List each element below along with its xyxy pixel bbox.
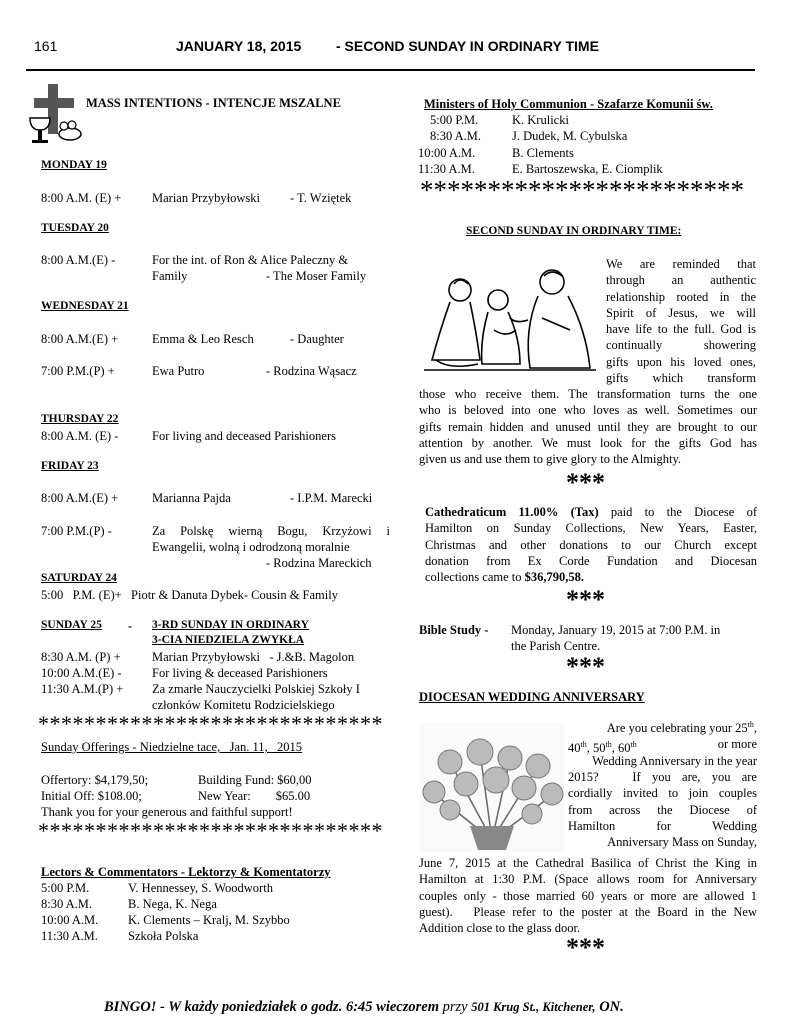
mass-intention: For living & deceased Parishioners <box>152 666 328 680</box>
text-line: have life to the full. God is <box>606 322 756 337</box>
mass-time: 8:00 A.M.(E) - <box>41 253 116 267</box>
mass-time: 8:30 A.M. (P) + <box>41 650 121 664</box>
mass-donor: - Daughter <box>290 332 344 346</box>
text-line: gifts which transform <box>606 371 756 386</box>
lector-time: 5:00 P.M. <box>41 881 90 895</box>
star-divider: *** <box>566 933 605 962</box>
header-title: - SECOND SUNDAY IN ORDINARY TIME <box>336 38 599 54</box>
building-fund-amount: Building Fund: $60,00 <box>198 773 312 787</box>
minister-time: 8:30 A.M. <box>430 129 482 143</box>
mass-intention: Family <box>152 269 188 283</box>
text-line: attention by another. We must look for the gifts God has <box>419 435 757 450</box>
text-line: donation from Ex Corde Fundation and Diocesan <box>425 553 757 568</box>
day-saturday: SATURDAY 24 <box>41 572 117 584</box>
lector-names: K. Clements – Kralj, M. Szybbo <box>128 913 290 927</box>
text-fragment: , <box>753 721 757 736</box>
new-year-amount: New Year: $65.00 <box>198 789 311 803</box>
second-sunday-title: SECOND SUNDAY IN ORDINARY TIME: <box>466 225 682 237</box>
text-line <box>425 569 757 585</box>
mass-time: 8:00 A.M. (E) - <box>41 429 119 443</box>
wedding-anniversary-title: DIOCESAN WEDDING ANNIVERSARY <box>419 690 645 704</box>
text-line: June 7, 2015 at the Cathedral Basilica of Christ the King in <box>419 856 757 870</box>
mass-intention: Marian Przybyłowski <box>152 191 260 205</box>
year-50: 50th, <box>592 739 615 755</box>
text-line <box>568 818 757 834</box>
bible-study-text: the Parish Centre. <box>511 639 601 653</box>
star-divider: ****************************** <box>38 711 383 736</box>
sunday-title-polish: 3-CIA NIEDZIELA ZWYKŁA <box>152 634 305 646</box>
minister-time: 11:30 A.M. <box>418 162 475 176</box>
header-rule <box>26 69 755 71</box>
text-line: cordially invited to join couples <box>568 786 757 801</box>
text-line: gifts upon his loved ones, <box>606 354 756 369</box>
star-divider: ************************ <box>420 175 744 205</box>
text-line <box>568 736 757 755</box>
mass-intention: Ewa Putro <box>152 364 205 378</box>
offerings-title: Sunday Offerings - Niedzielne tace, Jan. 11, 2015 <box>41 740 303 754</box>
star-divider: *** <box>566 652 605 681</box>
mass-time: 8:00 A.M.(E) + <box>41 491 119 505</box>
cathedraticum-amount: $36,790,58. <box>524 570 584 585</box>
minister-names: K. Krulicki <box>512 113 569 127</box>
text-line: guest). Please refer to the poster at the Board in the New <box>419 904 757 919</box>
header-date: JANUARY 18, 2015 <box>176 38 302 54</box>
mass-intention: członków Komitetu Rodzicielskiego <box>152 698 335 712</box>
przy-text: przy <box>442 999 468 1015</box>
ministers-title: Ministers of Holy Communion - Szafarze Komunii św. <box>424 97 713 111</box>
mass-donor: - I.P.M. Marecki <box>290 491 373 505</box>
mass-time: 11:30 A.M.(P) + <box>41 682 124 696</box>
minister-names: J. Dudek, M. Cybulska <box>512 129 628 143</box>
bible-study-text: Monday, January 19, 2015 at 7:00 P.M. in <box>511 623 721 637</box>
mass-entry: 5:00 P.M. (E)+ Piotr & Danuta Dybek- Cousin & Family <box>41 588 338 602</box>
lector-names: Szkoła Polska <box>128 929 199 943</box>
wedding-side-text <box>568 717 757 851</box>
ordinal-suffix: th <box>747 720 754 729</box>
mass-time: 10:00 A.M.(E) - <box>41 666 122 680</box>
text-line: Wedding Anniversary in the year <box>592 753 757 768</box>
bingo-text: BINGO! - W każdy poniedziałek o godz. 6:45 wieczorem <box>104 999 439 1015</box>
text-line: We are reminded that <box>606 257 756 271</box>
address-text: 501 Krug St., Kitchener, <box>471 1000 596 1014</box>
lector-names: B. Nega, K. Nega <box>128 897 217 911</box>
text-fragment: for <box>656 818 671 833</box>
sunday-title: 3-RD SUNDAY IN ORDINARY <box>152 619 309 631</box>
day-friday: FRIDAY 23 <box>41 460 99 472</box>
sunday-dash: - <box>128 619 133 633</box>
star-divider: *** <box>566 468 605 497</box>
mass-donor: - Rodzina Mareckich <box>266 556 372 570</box>
text-fragment: Wedding <box>712 818 757 833</box>
cathedraticum-text <box>425 504 757 585</box>
text-line: given us and use them to give glory to the Almighty. <box>419 452 682 467</box>
text-line: those who receive them. The transformation turns the one <box>419 387 757 401</box>
mass-donor: - Rodzina Wąsacz <box>266 364 357 378</box>
page-number: 161 <box>34 38 58 54</box>
mass-intention: For the int. of Ron & Alice Paleczny & <box>152 253 349 267</box>
text-line: who is beloved into one who loves as well. Sometimes our <box>419 403 757 418</box>
text-line: relationship rooted in the <box>606 289 756 304</box>
mass-intentions-title: MASS INTENTIONS - INTENCJE MSZALNE <box>86 96 341 110</box>
or-more: or more <box>717 737 757 752</box>
text-fragment: collections came to <box>425 570 525 585</box>
minister-names: E. Bartoszewska, E. Ciomplik <box>512 162 663 176</box>
second-sunday-full-text <box>419 386 757 467</box>
text-line: from across the Diocese of <box>568 802 757 817</box>
jesus-disciples-illustration <box>420 260 600 378</box>
text-line: couples only - those married 60 years or more are allowed 1 <box>419 888 757 903</box>
footer-bingo <box>104 999 624 1016</box>
day-thursday: THURSDAY 22 <box>41 413 119 425</box>
bible-study-label: Bible Study - <box>419 623 489 637</box>
text-line: Addition close to the glass door. <box>419 921 581 936</box>
minister-time: 5:00 P.M. <box>430 113 479 127</box>
flower-bouquet-image <box>420 722 564 852</box>
lector-time: 8:30 A.M. <box>41 897 93 911</box>
mass-intention: Za zmarłe Nauczycielki Polskiej Szkoły I <box>152 682 360 696</box>
mass-intention: Marian Przybyłowski - J.&B. Magolon <box>152 650 355 664</box>
cathedraticum-lead: Cathedraticum 11.00% (Tax) <box>425 505 599 519</box>
text-line: through an authentic <box>606 273 756 288</box>
lector-names: V. Hennessey, S. Woodworth <box>128 881 273 895</box>
text-line: gifts remain hidden and unused until they are brought to our <box>419 419 757 434</box>
star-divider: *** <box>566 585 605 614</box>
mass-intention: Za Polskę wierną Bogu, Krzyżowi i <box>152 524 390 538</box>
mass-time: 7:00 P.M.(P) - <box>41 524 112 538</box>
offertory-amount: Offertory: $4,179,50; <box>41 773 149 787</box>
mass-time: 8:00 A.M.(E) + <box>41 332 119 346</box>
text-line: Spirit of Jesus, we will <box>606 305 756 320</box>
star-divider: ****************************** <box>38 818 383 843</box>
year-60: 60th <box>617 739 637 755</box>
mass-donor: - T. Wziętek <box>290 191 352 205</box>
lector-time: 11:30 A.M. <box>41 929 98 943</box>
text-line: Christmas and other donations to our Church except <box>425 537 757 552</box>
text-fragment: Hamilton <box>568 818 616 833</box>
minister-time: 10:00 A.M. <box>418 146 476 160</box>
thanks-text: Thank you for your generous and faithful support! <box>41 805 293 819</box>
second-sunday-side-text <box>606 256 756 386</box>
text-line: Hamilton on Sunday Collections, New Years, Easter, <box>425 521 757 536</box>
initial-offering-amount: Initial Off: $108.00; <box>41 789 142 803</box>
text-line: Hamilton at 1:30 P.M. (Space allows room for Anniversary <box>419 872 757 887</box>
cross-chalice-icon <box>26 82 84 148</box>
mass-time: 8:00 A.M. (E) + <box>41 191 122 205</box>
text-fragment: Are you celebrating your 25 <box>606 721 748 736</box>
text-line <box>425 504 757 520</box>
text-line: Anniversary Mass on Sunday, <box>607 835 757 850</box>
text-line <box>568 717 757 736</box>
day-monday: MONDAY 19 <box>41 159 107 171</box>
text-line: 2015? If you are, you are <box>568 770 757 785</box>
day-sunday: SUNDAY 25 <box>41 619 102 631</box>
lectors-title: Lectors & Commentators - Lektorzy & Komentatorzy <box>41 865 331 879</box>
mass-donor: - The Moser Family <box>266 269 367 283</box>
day-wednesday: WEDNESDAY 21 <box>41 300 129 312</box>
mass-intention: Emma & Leo Resch <box>152 332 254 346</box>
mass-intention: Marianna Pajda <box>152 491 231 505</box>
year-40: 40th, <box>568 739 590 755</box>
mass-entry <box>41 191 121 206</box>
text-line: continually showering <box>606 338 756 353</box>
wedding-full-text <box>419 855 757 936</box>
province-text: ON. <box>599 999 624 1015</box>
text-fragment: paid to the Diocese of <box>598 505 757 519</box>
lector-time: 10:00 A.M. <box>41 913 99 927</box>
mass-intention: Ewangelii, wolną i odrodzoną moralnie <box>152 540 350 554</box>
day-tuesday: TUESDAY 20 <box>41 222 109 234</box>
minister-names: B. Clements <box>512 146 574 160</box>
mass-time: 7:00 P.M.(P) + <box>41 364 115 378</box>
mass-intention: For living and deceased Parishioners <box>152 429 336 443</box>
